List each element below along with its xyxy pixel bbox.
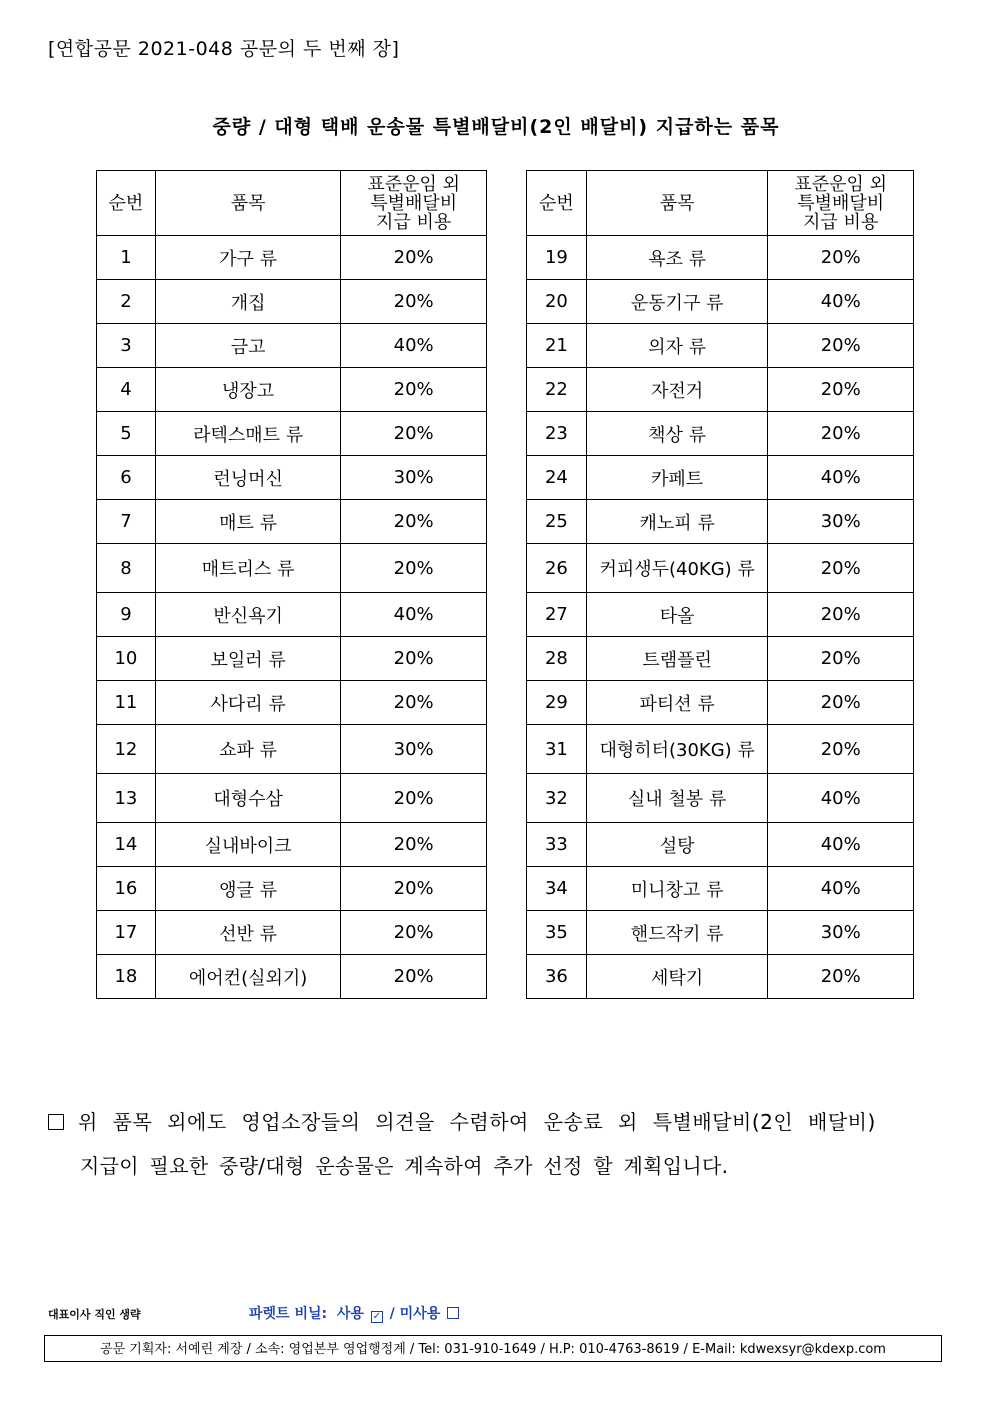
cell-no: 23 <box>527 412 587 456</box>
cell-item: 대형히터(30KG) 류 <box>586 725 768 774</box>
document-title: 중량 / 대형 택배 운송물 특별배달비(2인 배달비) 지급하는 품목 <box>212 116 780 138</box>
cell-no: 32 <box>527 774 587 823</box>
items-table-left <box>96 170 487 999</box>
header-fee-line: 특별배달비 <box>797 192 885 214</box>
table-row <box>97 280 487 324</box>
cell-fee: 20% <box>768 681 914 725</box>
table-row <box>97 774 487 823</box>
table-row <box>527 368 914 412</box>
cell-fee: 40% <box>341 593 487 637</box>
cell-fee: 20% <box>768 324 914 368</box>
cell-item: 매트리스 류 <box>155 544 340 593</box>
cell-item: 욕조 류 <box>586 236 768 280</box>
cell-no: 6 <box>97 456 156 500</box>
table-row <box>527 412 914 456</box>
nonuse-checkbox-icon[interactable] <box>447 1307 459 1319</box>
cell-no: 20 <box>527 280 587 324</box>
cell-fee: 20% <box>768 637 914 681</box>
cell-item: 라텍스매트 류 <box>155 412 340 456</box>
cell-fee: 20% <box>768 955 914 999</box>
cell-item: 커피생두(40KG) 류 <box>586 544 768 593</box>
cell-no: 9 <box>97 593 156 637</box>
pallet-vinyl-option <box>249 1303 461 1323</box>
table-row <box>527 544 914 593</box>
cell-fee: 20% <box>768 412 914 456</box>
table-row <box>97 236 487 280</box>
seal-omitted-note: 대표이사 직인 생략 <box>48 1308 141 1321</box>
cell-item: 가구 류 <box>155 236 340 280</box>
table-row <box>97 593 487 637</box>
table-body-right <box>527 236 914 999</box>
cell-item: 실내 철봉 류 <box>586 774 768 823</box>
cell-no: 29 <box>527 681 587 725</box>
table-row <box>527 456 914 500</box>
cell-fee: 20% <box>341 911 487 955</box>
cell-no: 26 <box>527 544 587 593</box>
cell-no: 12 <box>97 725 156 774</box>
table-row <box>527 681 914 725</box>
cell-no: 22 <box>527 368 587 412</box>
table-row <box>97 681 487 725</box>
cell-no: 4 <box>97 368 156 412</box>
cell-item: 선반 류 <box>155 911 340 955</box>
notice-text-2: 지급이 필요한 중량/대형 운송물은 계속하여 추가 선정 할 계획입니다. <box>80 1154 729 1178</box>
table-row <box>527 823 914 867</box>
cell-item: 보일러 류 <box>155 637 340 681</box>
cell-fee: 40% <box>768 823 914 867</box>
table-row <box>97 544 487 593</box>
cell-fee: 20% <box>341 774 487 823</box>
table-row <box>97 324 487 368</box>
table-row <box>97 823 487 867</box>
cell-no: 3 <box>97 324 156 368</box>
cell-fee: 20% <box>341 681 487 725</box>
cell-item: 개집 <box>155 280 340 324</box>
cell-no: 35 <box>527 911 587 955</box>
cell-item: 앵글 류 <box>155 867 340 911</box>
document-footer-contact: 공문 기획자: 서예린 계장 / 소속: 영업본부 영업행정계 / Tel: 031-910-1649 / H.P: 010-4763-8619 / E-Mail: kdwexsyr@kdexp.com <box>44 1335 942 1362</box>
header-fee-line: 지급 비용 <box>803 211 879 233</box>
cell-no: 18 <box>97 955 156 999</box>
table-header-row <box>527 171 914 236</box>
cell-item: 미니창고 류 <box>586 867 768 911</box>
cell-item: 매트 류 <box>155 500 340 544</box>
notice-line-1 <box>48 1100 944 1144</box>
table-row <box>97 867 487 911</box>
header-fee-line: 표준운임 외 <box>794 173 888 195</box>
table-row <box>97 955 487 999</box>
cell-no: 14 <box>97 823 156 867</box>
cell-fee: 20% <box>341 500 487 544</box>
table-row <box>97 911 487 955</box>
cell-item: 운동기구 류 <box>586 280 768 324</box>
cell-fee: 20% <box>341 823 487 867</box>
cell-no: 1 <box>97 236 156 280</box>
nonuse-label: 미사용 <box>399 1306 441 1322</box>
table-row <box>97 368 487 412</box>
check-mark-icon: ✓ <box>372 1311 381 1322</box>
header-no: 순번 <box>97 171 156 236</box>
cell-fee: 40% <box>768 456 914 500</box>
pallet-label: 파렛트 비닐: <box>249 1306 328 1322</box>
table-row <box>527 280 914 324</box>
cell-fee: 20% <box>768 368 914 412</box>
cell-fee: 40% <box>341 324 487 368</box>
table-row <box>97 412 487 456</box>
cell-item: 실내바이크 <box>155 823 340 867</box>
cell-no: 5 <box>97 412 156 456</box>
cell-item: 의자 류 <box>586 324 768 368</box>
cell-no: 10 <box>97 637 156 681</box>
cell-no: 16 <box>97 867 156 911</box>
cell-no: 28 <box>527 637 587 681</box>
cell-fee: 20% <box>341 412 487 456</box>
table-header-row <box>97 171 487 236</box>
cell-fee: 40% <box>768 867 914 911</box>
use-label: 사용 <box>336 1306 364 1322</box>
table-row <box>97 456 487 500</box>
table-row <box>527 324 914 368</box>
cell-item: 사다리 류 <box>155 681 340 725</box>
cell-fee: 20% <box>768 593 914 637</box>
document-header-note: [연합공문 2021-048 공문의 두 번째 장] <box>48 38 400 60</box>
cell-fee: 20% <box>341 280 487 324</box>
cell-no: 13 <box>97 774 156 823</box>
cell-item: 파티션 류 <box>586 681 768 725</box>
cell-no: 8 <box>97 544 156 593</box>
table-body-left <box>97 236 487 999</box>
cell-fee: 20% <box>341 544 487 593</box>
table-row <box>527 911 914 955</box>
cell-item: 캐노피 류 <box>586 500 768 544</box>
cell-item: 반신욕기 <box>155 593 340 637</box>
header-item: 품목 <box>586 171 768 236</box>
cell-item: 냉장고 <box>155 368 340 412</box>
cell-fee: 30% <box>341 456 487 500</box>
cell-fee: 40% <box>768 280 914 324</box>
checkbox-square-icon <box>48 1114 64 1130</box>
table-row <box>527 867 914 911</box>
cell-no: 34 <box>527 867 587 911</box>
cell-item: 금고 <box>155 324 340 368</box>
header-fee <box>341 171 487 236</box>
cell-item: 세탁기 <box>586 955 768 999</box>
items-table-right <box>526 170 914 999</box>
cell-fee: 20% <box>341 867 487 911</box>
table-row <box>527 725 914 774</box>
cell-no: 36 <box>527 955 587 999</box>
table-row <box>527 774 914 823</box>
header-fee-line: 표준운임 외 <box>367 173 460 195</box>
option-separator: / <box>389 1306 395 1322</box>
cell-no: 25 <box>527 500 587 544</box>
table-row <box>97 725 487 774</box>
cell-item: 설탕 <box>586 823 768 867</box>
table-row <box>97 637 487 681</box>
cell-no: 7 <box>97 500 156 544</box>
header-item: 품목 <box>155 171 340 236</box>
cell-item: 핸드작키 류 <box>586 911 768 955</box>
cell-no: 27 <box>527 593 587 637</box>
cell-item: 타올 <box>586 593 768 637</box>
table-row <box>527 593 914 637</box>
cell-fee: 30% <box>768 500 914 544</box>
cell-item: 쇼파 류 <box>155 725 340 774</box>
cell-no: 19 <box>527 236 587 280</box>
cell-fee: 20% <box>768 544 914 593</box>
cell-fee: 40% <box>768 774 914 823</box>
table-row <box>527 637 914 681</box>
cell-fee: 30% <box>768 911 914 955</box>
cell-item: 대형수삼 <box>155 774 340 823</box>
cell-item: 에어컨(실외기) <box>155 955 340 999</box>
cell-no: 2 <box>97 280 156 324</box>
header-fee <box>768 171 914 236</box>
cell-no: 33 <box>527 823 587 867</box>
cell-item: 카페트 <box>586 456 768 500</box>
cell-no: 17 <box>97 911 156 955</box>
table-row <box>97 500 487 544</box>
cell-item: 책상 류 <box>586 412 768 456</box>
cell-item: 자전거 <box>586 368 768 412</box>
use-checkbox-checked-icon[interactable] <box>371 1311 383 1323</box>
cell-item: 런닝머신 <box>155 456 340 500</box>
notice-paragraph <box>48 1100 944 1188</box>
cell-fee: 20% <box>341 368 487 412</box>
cell-no: 31 <box>527 725 587 774</box>
cell-no: 24 <box>527 456 587 500</box>
notice-text-1: 위 품목 외에도 영업소장들의 의견을 수렴하여 운송료 외 특별배달비(2인 배달비) <box>78 1110 876 1134</box>
cell-fee: 20% <box>341 637 487 681</box>
header-fee-line: 특별배달비 <box>370 192 458 214</box>
cell-item: 트램플린 <box>586 637 768 681</box>
cell-fee: 30% <box>341 725 487 774</box>
cell-no: 11 <box>97 681 156 725</box>
cell-fee: 20% <box>341 955 487 999</box>
table-row <box>527 955 914 999</box>
cell-no: 21 <box>527 324 587 368</box>
cell-fee: 20% <box>341 236 487 280</box>
header-no: 순번 <box>527 171 587 236</box>
cell-fee: 20% <box>768 236 914 280</box>
table-row <box>527 236 914 280</box>
table-row <box>527 500 914 544</box>
header-fee-line: 지급 비용 <box>376 211 452 233</box>
cell-fee: 20% <box>768 725 914 774</box>
